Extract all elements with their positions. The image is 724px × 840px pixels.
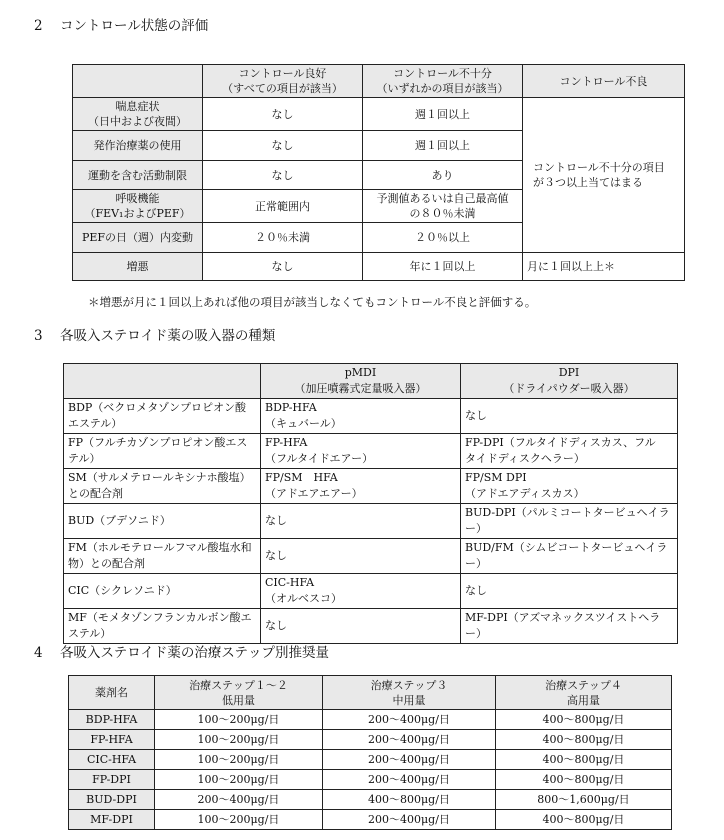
table-row xyxy=(64,399,678,434)
inhaler-type-table xyxy=(63,363,678,644)
dose-low: 100～200μg/日 xyxy=(155,750,323,770)
table-row xyxy=(64,434,678,469)
section-4-title: 各吸入ステロイド薬の治療ステップ別推奨量 xyxy=(60,645,330,661)
drug-name: BDP-HFA xyxy=(69,710,155,730)
dpi-cell: なし xyxy=(461,399,678,434)
header-cell xyxy=(64,364,261,399)
dpi-cell: FP/SM DPI （アドエアディスカス） xyxy=(461,469,678,504)
drug-cell: FM（ホルモテロールフマル酸塩水和 物）との配合剤 xyxy=(64,539,261,574)
drug-cell: CIC（シクレソニド） xyxy=(64,574,261,609)
pmdi-cell: BDP-HFA （キュバール） xyxy=(261,399,461,434)
drug-cell: SM（サルメテロールキシナホ酸塩） との配合剤 xyxy=(64,469,261,504)
cell-partial: あり xyxy=(363,161,523,190)
table-row xyxy=(64,469,678,504)
dose-mid: 200～400μg/日 xyxy=(323,710,496,730)
cell-good: なし xyxy=(203,131,363,161)
dose-high: 400～800μg/日 xyxy=(496,810,672,830)
section-3-heading xyxy=(34,324,275,344)
row-label: 増悪 xyxy=(73,253,203,281)
table-row xyxy=(69,750,672,770)
drug-name: FP-DPI xyxy=(69,770,155,790)
pmdi-cell: CIC-HFA （オルベスコ） xyxy=(261,574,461,609)
table-header-row xyxy=(73,65,685,98)
cell-good: なし xyxy=(203,253,363,281)
header-cell: pMDI （加圧噴霧式定量吸入器） xyxy=(261,364,461,399)
dose-low: 200～400μg/日 xyxy=(155,790,323,810)
row-label: 喘息症状 （日中および夜間） xyxy=(73,98,203,131)
section-4-number: 4 xyxy=(34,645,43,661)
table-row xyxy=(69,770,672,790)
pmdi-cell: なし xyxy=(261,504,461,539)
header-cell: 治療ステップ１～２ 低用量 xyxy=(155,676,323,710)
drug-name: BUD-DPI xyxy=(69,790,155,810)
section-2-number: 2 xyxy=(34,18,43,34)
table-row xyxy=(64,504,678,539)
cell-partial: ２０％以上 xyxy=(363,223,523,253)
control-status-table xyxy=(72,64,685,281)
dpi-cell: FP-DPI（フルタイドディスカス、フル タイドディスクヘラー） xyxy=(461,434,678,469)
header-cell: 薬剤名 xyxy=(69,676,155,710)
dose-low: 100～200μg/日 xyxy=(155,730,323,750)
pmdi-cell: なし xyxy=(261,539,461,574)
section-2-heading xyxy=(34,14,208,34)
table-row xyxy=(64,574,678,609)
dose-high: 400～800μg/日 xyxy=(496,730,672,750)
dpi-cell: なし xyxy=(461,574,678,609)
cell-partial: 週１回以上 xyxy=(363,98,523,131)
pmdi-cell: FP/SM HFA （アドエアエアー） xyxy=(261,469,461,504)
cell-partial: 年に１回以上 xyxy=(363,253,523,281)
cell-good: なし xyxy=(203,161,363,190)
cell-poor: 月に１回以上上＊ xyxy=(523,253,685,281)
table-header-row xyxy=(64,364,678,399)
dose-high: 400～800μg/日 xyxy=(496,770,672,790)
dose-high: 400～800μg/日 xyxy=(496,750,672,770)
cell-partial: 週１回以上 xyxy=(363,131,523,161)
footnote: ＊増悪が月に１回以上あれば他の項目が該当しなくてもコントロール不良と評価する。 xyxy=(88,295,537,309)
dose-low: 100～200μg/日 xyxy=(155,770,323,790)
dose-mid: 400～800μg/日 xyxy=(323,790,496,810)
dose-high: 800～1,600μg/日 xyxy=(496,790,672,810)
dose-high: 400～800μg/日 xyxy=(496,710,672,730)
cell-good: なし xyxy=(203,98,363,131)
dose-by-step-table xyxy=(68,675,672,830)
table-row xyxy=(69,790,672,810)
drug-name: CIC-HFA xyxy=(69,750,155,770)
drug-name: MF-DPI xyxy=(69,810,155,830)
header-cell: コントロール良好 （すべての項目が該当） xyxy=(203,65,363,98)
dose-mid: 200～400μg/日 xyxy=(323,730,496,750)
drug-name: FP-HFA xyxy=(69,730,155,750)
table-row xyxy=(69,810,672,830)
header-cell: コントロール不良 xyxy=(523,65,685,98)
header-cell xyxy=(73,65,203,98)
row-label: 呼吸機能 （FEV₁およびPEF） xyxy=(73,190,203,223)
table-row xyxy=(73,98,685,131)
section-3-title: 各吸入ステロイド薬の吸入器の種類 xyxy=(60,328,276,344)
row-label: 運動を含む活動制限 xyxy=(73,161,203,190)
section-3-number: 3 xyxy=(34,328,43,344)
dose-mid: 200～400μg/日 xyxy=(323,770,496,790)
cell-poor-merged: コントロール不十分の項目 が３つ以上当てはまる xyxy=(523,98,685,253)
dpi-cell: BUD-DPI（パルミコートタービュヘイラ ー） xyxy=(461,504,678,539)
table-row xyxy=(64,609,678,644)
section-4-heading xyxy=(34,641,329,661)
table-row xyxy=(73,253,685,281)
dose-low: 100～200μg/日 xyxy=(155,810,323,830)
row-label: PEFの日（週）内変動 xyxy=(73,223,203,253)
dose-low: 100～200μg/日 xyxy=(155,710,323,730)
table-row xyxy=(69,710,672,730)
header-cell: コントロール不十分 （いずれかの項目が該当） xyxy=(363,65,523,98)
cell-good: 正常範囲内 xyxy=(203,190,363,223)
dose-mid: 200～400μg/日 xyxy=(323,810,496,830)
table-header-row xyxy=(69,676,672,710)
pmdi-cell: FP-HFA （フルタイドエアー） xyxy=(261,434,461,469)
table-row xyxy=(64,539,678,574)
section-2-title: コントロール状態の評価 xyxy=(60,18,209,34)
dpi-cell: BUD/FM（シムビコートタービュヘイラ ー） xyxy=(461,539,678,574)
table-row xyxy=(69,730,672,750)
pmdi-cell: なし xyxy=(261,609,461,644)
drug-cell: BDP（ベクロメタゾンプロピオン酸 エステル） xyxy=(64,399,261,434)
header-cell: DPI （ドライパウダー吸入器） xyxy=(461,364,678,399)
drug-cell: FP（フルチカゾンプロピオン酸エス テル） xyxy=(64,434,261,469)
dpi-cell: MF-DPI（アズマネックスツイストヘラ ー） xyxy=(461,609,678,644)
drug-cell: MF（モメタゾンフランカルボン酸エ ステル） xyxy=(64,609,261,644)
header-cell: 治療ステップ３ 中用量 xyxy=(323,676,496,710)
cell-good: ２０％未満 xyxy=(203,223,363,253)
cell-partial: 予測値あるいは自己最高値 の８０％未満 xyxy=(363,190,523,223)
header-cell: 治療ステップ４ 高用量 xyxy=(496,676,672,710)
dose-mid: 200～400μg/日 xyxy=(323,750,496,770)
row-label: 発作治療薬の使用 xyxy=(73,131,203,161)
drug-cell: BUD（ブデソニド） xyxy=(64,504,261,539)
